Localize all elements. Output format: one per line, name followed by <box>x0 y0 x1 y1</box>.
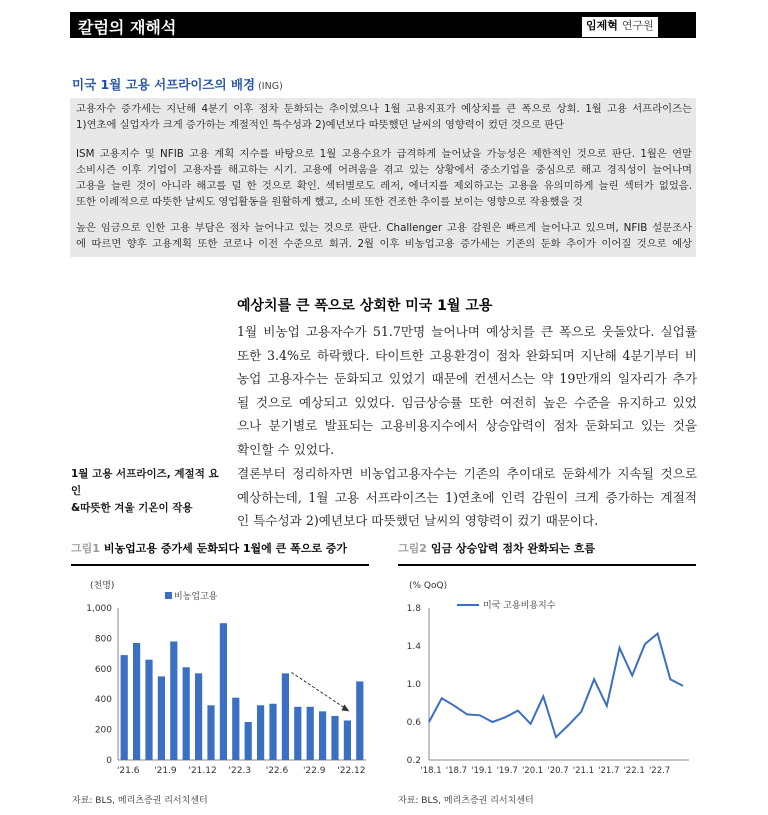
chart1-bar <box>294 707 301 760</box>
chart1-trend-arrow <box>291 672 345 708</box>
chart1-bar <box>282 673 289 760</box>
chart1-xtick: '21.9 <box>154 766 177 776</box>
body-line: 또한 3.4%로 하락했다. 타이트한 고용환경이 점차 완화되며 지난해 4분기부터 비 <box>237 347 697 363</box>
summary-line: 또한 이례적으로 따뜻한 날씨도 영업활동을 원활하게 했고, 소비 또한 견조한 추이를 보이는 영향으로 작용했을 것 <box>76 196 583 208</box>
sidenote-line: 1월 고용 서프라이즈, 계절적 요인 <box>71 468 219 497</box>
chart1-bar <box>257 705 264 760</box>
chart2-line <box>397 570 697 780</box>
chart1-bar <box>356 681 363 760</box>
chart2-ytick: 1.8 <box>406 604 421 614</box>
chart2-xtick: '20.7 <box>547 766 569 776</box>
chart1-xtick: '22.6 <box>265 766 289 776</box>
figure1-title: 비농업고용 증가세 둔화되다 1월에 큰 폭으로 증가 <box>103 542 348 555</box>
summary-line: 1)연초에 실업자가 크게 증가하는 계절적인 특수성과 2)예년보다 따뜻했던 날씨의 영향력이 컸던 것으로 판단 <box>76 119 565 131</box>
summary-line: 에 따르면 향후 고용계획 또한 코로나 이전 수준으로 회귀. 2월 이후 비농업고용 증가세는 기존의 둔화 추이가 이어질 것으로 예상 <box>76 238 692 250</box>
chart1-bar <box>269 704 276 760</box>
chart1-xtick: '22.12 <box>337 766 366 776</box>
chart2-xtick: '19.7 <box>496 766 518 776</box>
summary-paragraph-1 <box>76 101 692 133</box>
body-line: 1월 비농업 고용자수가 51.7만명 늘어나며 예상치를 큰 폭으로 웃돌았다. 실업률 <box>237 324 697 339</box>
figure2-label: 그림2 <box>398 542 427 555</box>
chart2-ytick: 1.0 <box>406 680 421 690</box>
chart2-ytick: 1.4 <box>406 642 421 652</box>
chart1-bar <box>70 570 370 780</box>
figure2-source: 자료: BLS, 메리츠증권 리서치센터 <box>398 796 534 806</box>
summary-line: 소비시즌 이후 기업이 고용자를 해고하는 시기. 고용에 어려움을 겪고 있는 상황에서 중소기업을 중심으로 해고 경직성이 늘어나며 <box>76 164 692 176</box>
chart1-ytick: 0 <box>106 756 112 766</box>
chart1-bar <box>170 641 177 760</box>
column-title: 칼럼의 재해석 <box>78 18 177 37</box>
chart1-bar <box>195 673 202 760</box>
chart2-ylabel: (% QoQ) <box>409 581 448 591</box>
chart2-legend-label: 미국 고용비용지수 <box>483 601 556 611</box>
chart1-xtick: '21.6 <box>116 766 140 776</box>
chart1-bar <box>220 623 227 760</box>
body-line: 될 것으로 예상되고 있었다. 임금상승률 또한 여전히 높은 수준을 유지하고 있었 <box>237 394 697 410</box>
chart2-xtick: '22.1 <box>623 766 645 776</box>
sidenote-line: &따뜻한 겨울 기온이 작용 <box>71 502 193 514</box>
chart1-bar <box>331 716 338 760</box>
summary-line: 고용자수 증가세는 지난해 4분기 이후 점차 둔화되는 추이였으나 1월 고용지표가 예상치를 큰 폭으로 상회. 1월 고용 서프라이즈는 <box>76 103 692 115</box>
chart1-bar <box>344 720 351 760</box>
summary-title <box>72 75 283 93</box>
body-line: 으나 분기별로 발표되는 고용비용지수에서 상승압력이 점차 둔화되고 있는 것을 <box>237 418 697 433</box>
chart2-series-line <box>429 634 683 738</box>
chart1-bar <box>232 698 239 760</box>
summary-title-text: 미국 1월 고용 서프라이즈의 배경 <box>72 77 256 92</box>
chart2-xtick: '22.7 <box>648 766 671 776</box>
chart1-legend-label: 비농업고용 <box>174 592 218 602</box>
chart1-bar <box>307 707 314 760</box>
chart2-xtick: '21.7 <box>598 766 620 776</box>
chart2-xtick: '18.7 <box>445 766 468 776</box>
chart1-xtick: '22.3 <box>228 766 252 776</box>
chart1-bar <box>183 667 190 760</box>
chart1-ytick: 600 <box>94 664 112 675</box>
chart2-ytick: 0.2 <box>406 756 421 766</box>
summary-box <box>70 98 696 257</box>
summary-title-suffix: (ING) <box>258 81 283 92</box>
chart1-bar <box>158 676 165 760</box>
chart2-xtick: '20.1 <box>521 766 544 776</box>
summary-line: 고용을 늘린 것이 아니라 해고를 덜 한 것으로 확인. 섹터별로도 레저, 에너지를 제외하고는 고용을 유의미하게 늘린 섹터가 없었음. <box>76 180 692 192</box>
chart2-xtick: '18.1 <box>420 766 442 776</box>
author-name: 임제혁 <box>586 19 618 32</box>
section-heading: 예상치를 큰 폭으로 상회한 미국 1월 고용 <box>237 298 493 314</box>
author-role: 연구원 <box>621 19 654 32</box>
figure2-header <box>398 540 696 566</box>
chart1-bar <box>133 643 140 760</box>
body-line: 예상하는데, 1월 고용 서프라이즈는 1)연초에 인력 감원이 크게 증가하는 계절적 <box>237 489 697 505</box>
chart1-bar <box>207 705 214 760</box>
chart1-bar <box>121 655 128 760</box>
body-paragraph-2 <box>237 462 697 533</box>
chart1-xtick: '22.9 <box>302 766 326 776</box>
figure2-title: 임금 상승압력 점차 완화되는 흐름 <box>430 542 595 555</box>
summary-line: ISM 고용지수 및 NFIB 고용 계획 지수를 바탕으로 1월 고용수요가 급격하게 늘어났을 가능성은 제한적인 것으로 판단. 1월은 연말 <box>76 148 692 160</box>
chart1-bar <box>245 722 252 760</box>
chart2-xtick: '19.1 <box>471 766 493 776</box>
figure1-source: 자료: BLS, 메리츠증권 리서치센터 <box>72 796 208 806</box>
chart1-bar <box>145 660 152 760</box>
chart1-ytick: 200 <box>94 725 112 736</box>
body-line: 확인할 수 있었다. <box>237 441 335 457</box>
summary-line: 높은 임금으로 인한 고용 부담은 점차 늘어나고 있는 것으로 판단. Challenger 고용 감원은 빠르게 늘어나고 있으며, NFIB 설문조사 <box>76 222 692 234</box>
chart1-ylabel: (천명) <box>90 581 115 591</box>
chart2-xtick: '21.1 <box>572 766 595 776</box>
chart1-legend-swatch <box>165 592 172 599</box>
chart1-ytick: 1,000 <box>86 604 112 614</box>
author <box>582 17 658 37</box>
chart1-bar <box>319 711 326 760</box>
chart1-trend-arrowhead <box>341 704 349 711</box>
chart1-xtick: '21.12 <box>188 766 217 776</box>
figure1-header <box>71 540 369 566</box>
summary-paragraph-2 <box>76 146 692 210</box>
body-line: 농업 고용자수는 둔화되고 있었기 때문에 컨센서스는 약 19만개의 일자리가 추가 <box>237 371 697 386</box>
summary-paragraph-3 <box>76 220 692 252</box>
chart1-ytick: 400 <box>94 695 112 706</box>
body-line: 인 특수성과 2)예년보다 따뜻했던 날씨의 영향력이 컸기 때문이다. <box>237 513 599 528</box>
chart2-ytick: 0.6 <box>406 718 421 728</box>
chart1-ytick: 800 <box>94 634 112 645</box>
sidenote <box>71 466 221 517</box>
body-line: 결론부터 정리하자면 비농업고용자수는 기존의 추이대로 둔화세가 지속될 것으로 <box>237 466 697 481</box>
body-paragraph-1 <box>237 320 697 461</box>
figure1-label: 그림1 <box>71 542 100 555</box>
